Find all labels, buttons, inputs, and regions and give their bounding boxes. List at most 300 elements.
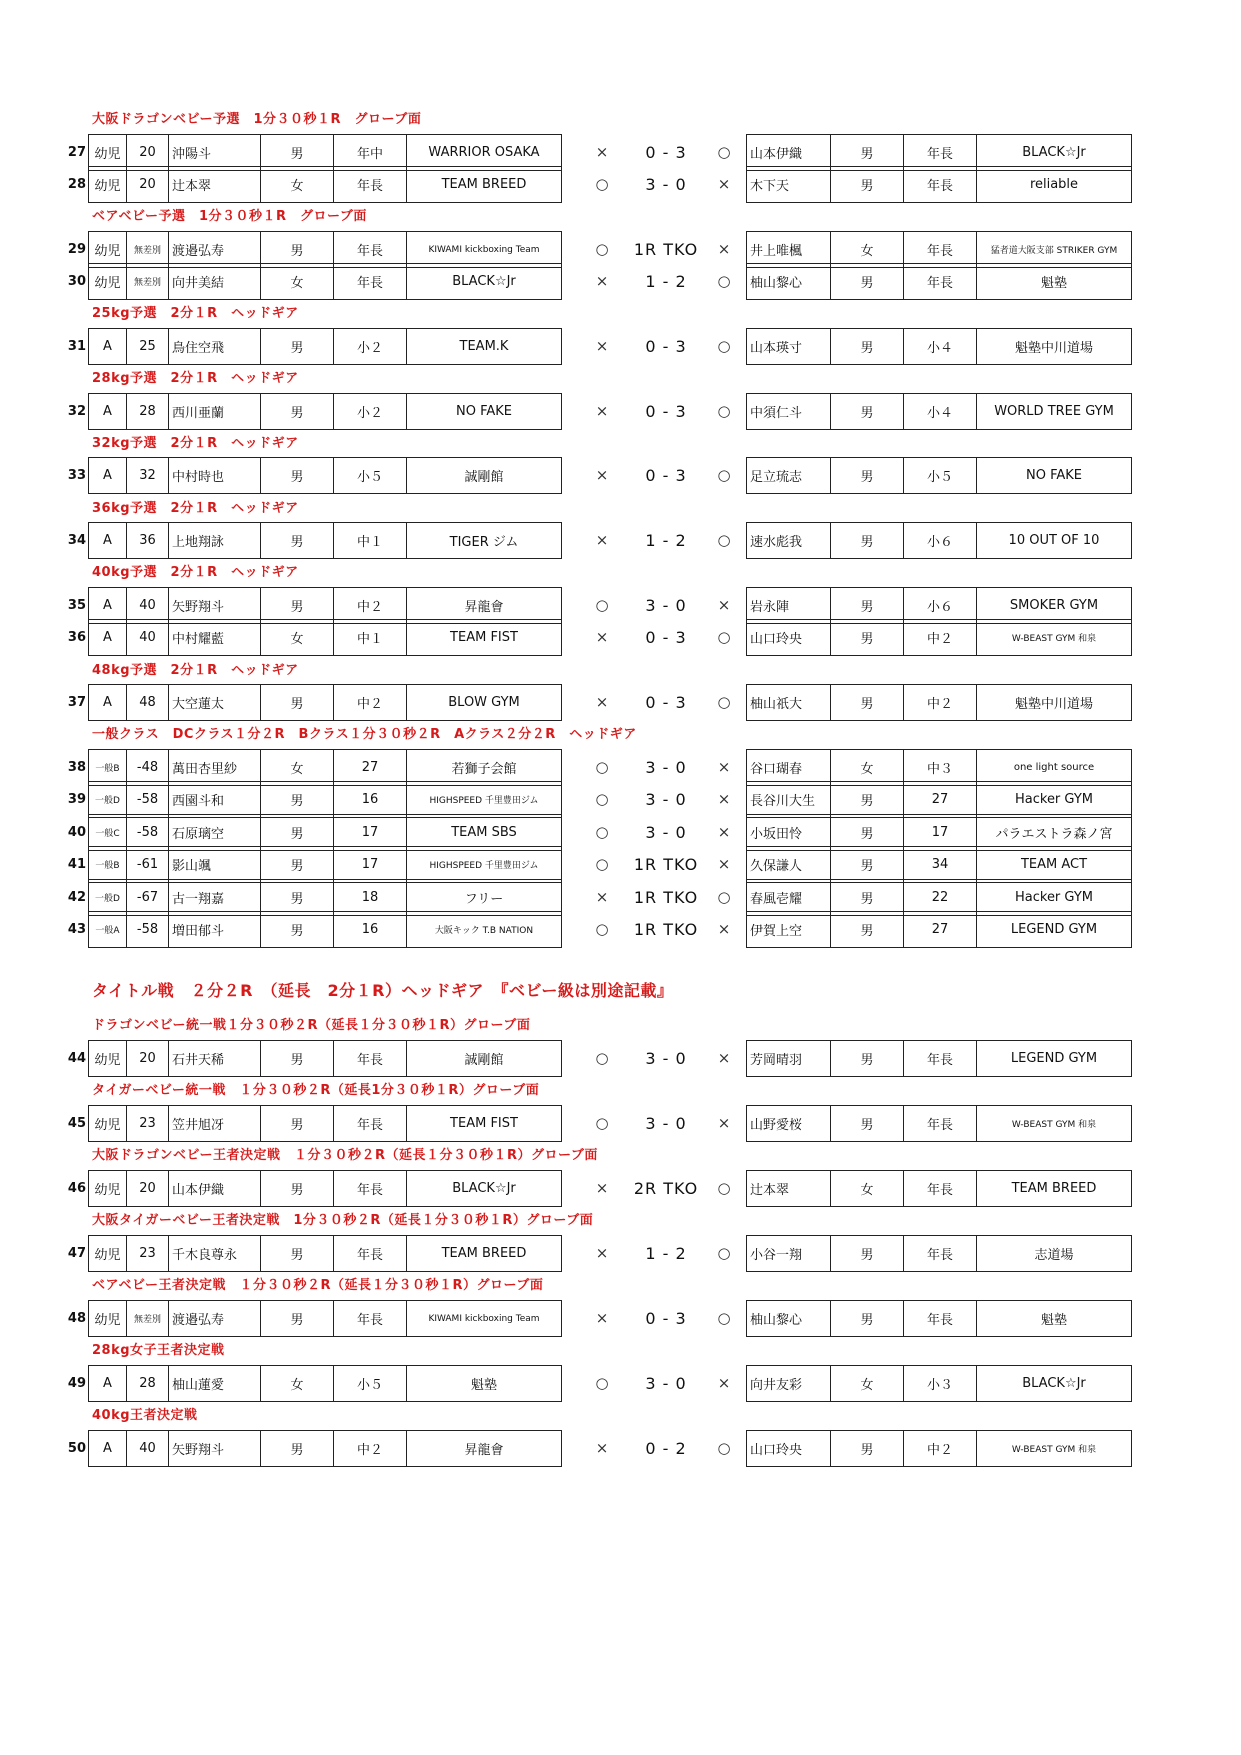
fighter-name: 足立琉志 (747, 458, 831, 494)
team-cell: 昇龍會 (407, 588, 562, 624)
blue-result-mark: × (717, 1374, 731, 1392)
grade-cell: 年長 (334, 264, 407, 300)
blue-result-mark: ○ (717, 466, 731, 484)
team-cell: 魁塾 (977, 1301, 1132, 1337)
weight-cell: -67 (127, 880, 169, 916)
bout-number: 49 (67, 1376, 86, 1391)
bout-score: 1R TKO (633, 855, 699, 874)
class-cell: 幼児 (89, 232, 127, 268)
bout-score: 1 - 2 (645, 272, 687, 291)
bout-score: 3 - 0 (645, 1374, 687, 1393)
gender-cell: 男 (261, 1236, 334, 1272)
blue-result-mark: ○ (717, 1244, 731, 1262)
blue-corner-table (746, 1170, 1132, 1207)
team-cell: 若獅子会館 (407, 750, 562, 786)
weight-cell: -48 (127, 750, 169, 786)
gender-cell: 男 (831, 394, 904, 430)
red-corner-table (88, 619, 562, 656)
team-cell: パラエストラ森ノ宮 (977, 815, 1132, 851)
bout-row (66, 781, 1152, 818)
bout-score: 0 - 3 (645, 402, 687, 421)
blue-result-mark: ○ (717, 693, 731, 711)
gender-cell: 男 (261, 588, 334, 624)
class-cell: A (89, 458, 127, 494)
bout-score: 3 - 0 (645, 758, 687, 777)
red-result-mark: × (595, 531, 609, 549)
class-cell: 幼児 (89, 1041, 127, 1077)
grade-cell: 年長 (334, 232, 407, 268)
bout-number: 36 (67, 630, 86, 645)
grade-cell: 小５ (334, 458, 407, 494)
gender-cell: 女 (831, 750, 904, 786)
bout-row (66, 619, 1152, 656)
gender-cell: 男 (831, 523, 904, 559)
bout-score: 1R TKO (633, 888, 699, 907)
fighter-name: 辻本翠 (169, 167, 261, 203)
bout-score: 1R TKO (633, 920, 699, 939)
bout-number: 42 (67, 890, 86, 905)
grade-cell: 年長 (904, 1106, 977, 1142)
team-cell: W-BEAST GYM 和泉 (977, 1431, 1132, 1467)
grade-cell: 年長 (904, 1171, 977, 1207)
team-cell: 大阪キック T.B NATION (407, 912, 562, 948)
team-cell: Hacker GYM (977, 782, 1132, 818)
bout-number: 47 (67, 1246, 86, 1261)
bout-score: 3 - 0 (645, 1049, 687, 1068)
team-cell: TEAM BREED (407, 1236, 562, 1272)
blue-corner-table (746, 781, 1132, 818)
team-cell: W-BEAST GYM 和泉 (977, 1106, 1132, 1142)
grade-cell: 年長 (904, 264, 977, 300)
blue-result-mark: ○ (717, 1179, 731, 1197)
team-cell: HIGHSPEED 千里豊田ジム (407, 847, 562, 883)
fighter-name: 上地翔詠 (169, 523, 261, 559)
blue-corner-table (746, 846, 1132, 883)
weight-cell: 40 (127, 620, 169, 656)
fighter-name: 中村耀藍 (169, 620, 261, 656)
gender-cell: 女 (831, 232, 904, 268)
bout-number: 40 (67, 825, 86, 840)
grade-cell: 小３ (904, 1366, 977, 1402)
blue-result-mark: ○ (717, 1309, 731, 1327)
red-result-mark: × (595, 628, 609, 646)
blue-corner-table (746, 1105, 1132, 1142)
gender-cell: 男 (831, 815, 904, 851)
bout-number: 27 (67, 145, 86, 160)
gender-cell: 男 (831, 880, 904, 916)
blue-corner-table (746, 684, 1132, 721)
gender-cell: 男 (831, 782, 904, 818)
bout-score: 3 - 0 (645, 823, 687, 842)
bout-number: 43 (67, 922, 86, 937)
gender-cell: 男 (261, 1301, 334, 1337)
gender-cell: 男 (261, 1041, 334, 1077)
red-corner-table (88, 911, 562, 948)
gender-cell: 男 (831, 588, 904, 624)
grade-cell: 年長 (904, 1041, 977, 1077)
red-result-mark: × (595, 143, 609, 161)
grade-cell: 27 (334, 750, 407, 786)
red-corner-table (88, 393, 562, 430)
bout-number: 38 (67, 760, 86, 775)
class-cell: 一般A (89, 912, 127, 948)
red-result-mark: ○ (595, 240, 609, 258)
bout-row (66, 1105, 1152, 1142)
gender-cell: 男 (261, 135, 334, 171)
red-result-mark: × (595, 1179, 609, 1197)
red-corner-table (88, 846, 562, 883)
team-cell: KIWAMI kickboxing Team (407, 1301, 562, 1337)
team-cell: フリー (407, 880, 562, 916)
blue-result-mark: ○ (717, 531, 731, 549)
grade-cell: 年長 (904, 1236, 977, 1272)
blue-corner-table (746, 522, 1132, 559)
blue-result-mark: × (717, 758, 731, 776)
fighter-name: 千木良尊永 (169, 1236, 261, 1272)
blue-result-mark: ○ (717, 402, 731, 420)
gender-cell: 男 (831, 1236, 904, 1272)
grade-cell: 中２ (904, 620, 977, 656)
fighter-name: 山本伊織 (169, 1171, 261, 1207)
bout-score: 0 - 3 (645, 337, 687, 356)
section-heading: 40kg予選 2分１R ヘッドギア (92, 565, 299, 580)
fighter-name: 増田郁斗 (169, 912, 261, 948)
gender-cell: 男 (831, 620, 904, 656)
grade-cell: 27 (904, 912, 977, 948)
fighter-name: 笠井旭冴 (169, 1106, 261, 1142)
fighter-name: 古一翔嘉 (169, 880, 261, 916)
team-cell: 猛者道大阪支部 STRIKER GYM (977, 232, 1132, 268)
red-corner-table (88, 1105, 562, 1142)
team-cell: one light source (977, 750, 1132, 786)
weight-cell: 20 (127, 1041, 169, 1077)
grade-cell: 年長 (334, 167, 407, 203)
grade-cell: 年長 (904, 1301, 977, 1337)
bout-row (66, 684, 1152, 721)
grade-cell: 17 (904, 815, 977, 851)
bout-number: 46 (67, 1181, 86, 1196)
weight-cell: 20 (127, 167, 169, 203)
blue-corner-table (746, 1040, 1132, 1077)
team-cell: 昇龍會 (407, 1431, 562, 1467)
blue-corner-table (746, 911, 1132, 948)
class-cell: 一般D (89, 880, 127, 916)
blue-corner-table (746, 457, 1132, 494)
red-result-mark: × (595, 272, 609, 290)
weight-cell: -58 (127, 782, 169, 818)
fighter-name: 久保謙人 (747, 847, 831, 883)
weight-cell: 無差別 (127, 232, 169, 268)
fighter-name: 木下天 (747, 167, 831, 203)
bout-number: 37 (67, 695, 86, 710)
class-cell: 幼児 (89, 264, 127, 300)
blue-result-mark: ○ (717, 888, 731, 906)
blue-result-mark: × (717, 790, 731, 808)
bout-number: 45 (67, 1116, 86, 1131)
red-result-mark: ○ (595, 758, 609, 776)
weight-cell: 25 (127, 329, 169, 365)
class-cell: 幼児 (89, 1236, 127, 1272)
weight-cell: 32 (127, 458, 169, 494)
bout-row (66, 166, 1152, 203)
team-cell: 10 OUT OF 10 (977, 523, 1132, 559)
grade-cell: 16 (334, 912, 407, 948)
blue-result-mark: × (717, 240, 731, 258)
bout-row (66, 328, 1152, 365)
bout-score: 3 - 0 (645, 1114, 687, 1133)
team-cell: W-BEAST GYM 和泉 (977, 620, 1132, 656)
gender-cell: 男 (261, 847, 334, 883)
weight-cell: 36 (127, 523, 169, 559)
gender-cell: 男 (261, 815, 334, 851)
class-cell: A (89, 523, 127, 559)
class-cell: A (89, 1431, 127, 1467)
fighter-name: 岩永陣 (747, 588, 831, 624)
grade-cell: 16 (334, 782, 407, 818)
team-cell: reliable (977, 167, 1132, 203)
team-cell: BLACK☆Jr (977, 135, 1132, 171)
fighter-name: 鳥住空飛 (169, 329, 261, 365)
section-heading: 48kg予選 2分１R ヘッドギア (92, 663, 299, 678)
team-cell: LEGEND GYM (977, 912, 1132, 948)
team-cell: 魁塾中川道場 (977, 329, 1132, 365)
weight-cell: -58 (127, 815, 169, 851)
gender-cell: 男 (261, 329, 334, 365)
section-heading: 40kg王者決定戦 (92, 1408, 198, 1423)
section-heading: 大阪タイガーベビー王者決定戦 1分３０秒２R（延長１分３０秒１R）グローブ面 (92, 1213, 594, 1228)
grade-cell: 中２ (904, 685, 977, 721)
gender-cell: 男 (831, 329, 904, 365)
gender-cell: 女 (261, 1366, 334, 1402)
fighter-name: 辻本翠 (747, 1171, 831, 1207)
class-cell: A (89, 620, 127, 656)
team-cell: TIGER ジム (407, 523, 562, 559)
red-result-mark: × (595, 888, 609, 906)
fighter-name: 中須仁斗 (747, 394, 831, 430)
bout-score: 0 - 3 (645, 693, 687, 712)
fighter-name: 井上唯楓 (747, 232, 831, 268)
bout-row (66, 1235, 1152, 1272)
class-cell: 一般B (89, 750, 127, 786)
bout-number: 34 (67, 533, 86, 548)
gender-cell: 男 (831, 264, 904, 300)
gender-cell: 男 (831, 1431, 904, 1467)
gender-cell: 男 (831, 847, 904, 883)
team-cell: TEAM FIST (407, 1106, 562, 1142)
class-cell: A (89, 394, 127, 430)
fighter-name: 山口玲央 (747, 620, 831, 656)
team-cell: 志道場 (977, 1236, 1132, 1272)
grade-cell: 小５ (904, 458, 977, 494)
red-corner-table (88, 457, 562, 494)
blue-corner-table (746, 166, 1132, 203)
gender-cell: 女 (261, 264, 334, 300)
blue-corner-table (746, 619, 1132, 656)
grade-cell: 年中 (334, 135, 407, 171)
blue-result-mark: × (717, 1049, 731, 1067)
bout-number: 35 (67, 598, 86, 613)
section-heading: 36kg予選 2分１R ヘッドギア (92, 501, 299, 516)
grade-cell: 中２ (334, 685, 407, 721)
bout-score: 1 - 2 (645, 531, 687, 550)
red-result-mark: × (595, 402, 609, 420)
blue-corner-table (746, 263, 1132, 300)
class-cell: A (89, 685, 127, 721)
grade-cell: 小６ (904, 588, 977, 624)
class-cell: 一般C (89, 815, 127, 851)
bout-row (66, 263, 1152, 300)
blue-result-mark: ○ (717, 143, 731, 161)
bout-number: 48 (67, 1311, 86, 1326)
grade-cell: 年長 (334, 1171, 407, 1207)
section-heading: 28kg予選 2分１R ヘッドギア (92, 371, 299, 386)
fighter-name: 山本伊織 (747, 135, 831, 171)
section-heading: 一般クラス DCクラス１分２R Bクラス１分３０秒２R Aクラス２分２R ヘッドギア (92, 727, 637, 742)
fighter-name: 渡邉弘寿 (169, 1301, 261, 1337)
weight-cell: 無差別 (127, 1301, 169, 1337)
grade-cell: 27 (904, 782, 977, 818)
bout-score: 1R TKO (633, 240, 699, 259)
gender-cell: 男 (261, 912, 334, 948)
grade-cell: 中２ (904, 1431, 977, 1467)
grade-cell: 中１ (334, 523, 407, 559)
blue-corner-table (746, 1235, 1132, 1272)
red-corner-table (88, 166, 562, 203)
class-cell: 一般B (89, 847, 127, 883)
bout-row (66, 457, 1152, 494)
weight-cell: 28 (127, 1366, 169, 1402)
weight-cell: 23 (127, 1106, 169, 1142)
bout-number: 31 (67, 339, 86, 354)
grade-cell: 34 (904, 847, 977, 883)
blue-result-mark: × (717, 823, 731, 841)
section-heading: ベアベビー予選 1分３０秒１R グローブ面 (92, 209, 367, 224)
bout-row (66, 393, 1152, 430)
red-result-mark: ○ (595, 596, 609, 614)
red-corner-table (88, 263, 562, 300)
fighter-name: 矢野翔斗 (169, 1431, 261, 1467)
red-corner-table (88, 1430, 562, 1467)
red-corner-table (88, 684, 562, 721)
team-cell: Hacker GYM (977, 880, 1132, 916)
bout-score: 0 - 3 (645, 1309, 687, 1328)
grade-cell: 年長 (334, 1236, 407, 1272)
fighter-name: 萬田杏里紗 (169, 750, 261, 786)
gender-cell: 女 (261, 750, 334, 786)
fighter-name: 大空蓮太 (169, 685, 261, 721)
class-cell: 幼児 (89, 135, 127, 171)
weight-cell: 20 (127, 135, 169, 171)
red-corner-table (88, 328, 562, 365)
fighter-name: 中村時也 (169, 458, 261, 494)
team-cell: TEAM BREED (407, 167, 562, 203)
gender-cell: 男 (261, 1431, 334, 1467)
team-cell: WARRIOR OSAKA (407, 135, 562, 171)
team-cell: HIGHSPEED 千里豊田ジム (407, 782, 562, 818)
fighter-name: 柚山黎心 (747, 1301, 831, 1337)
weight-cell: 無差別 (127, 264, 169, 300)
fighter-name: 芳岡晴羽 (747, 1041, 831, 1077)
team-cell: BLACK☆Jr (407, 1171, 562, 1207)
class-cell: A (89, 588, 127, 624)
bout-row (66, 1300, 1152, 1337)
weight-cell: -58 (127, 912, 169, 948)
fighter-name: 柚山蓮愛 (169, 1366, 261, 1402)
bout-row (66, 911, 1152, 948)
fighter-name: 速水彪我 (747, 523, 831, 559)
red-corner-table (88, 1040, 562, 1077)
fighter-name: 谷口瑚春 (747, 750, 831, 786)
fighter-name: 向井友彩 (747, 1366, 831, 1402)
fighter-name: 石原璃空 (169, 815, 261, 851)
team-cell: TEAM ACT (977, 847, 1132, 883)
red-result-mark: × (595, 337, 609, 355)
fighter-name: 向井美結 (169, 264, 261, 300)
blue-result-mark: ○ (717, 337, 731, 355)
red-result-mark: × (595, 1244, 609, 1262)
team-cell: SMOKER GYM (977, 588, 1132, 624)
red-result-mark: × (595, 1439, 609, 1457)
red-corner-table (88, 1300, 562, 1337)
fighter-name: 小谷一翔 (747, 1236, 831, 1272)
gender-cell: 男 (261, 1106, 334, 1142)
red-result-mark: ○ (595, 855, 609, 873)
grade-cell: 中３ (904, 750, 977, 786)
weight-cell: 28 (127, 394, 169, 430)
fighter-name: 沖陽斗 (169, 135, 261, 171)
team-cell: 魁塾 (407, 1366, 562, 1402)
red-corner-table (88, 1235, 562, 1272)
gender-cell: 男 (831, 685, 904, 721)
section-heading: ベアベビー王者決定戦 １分３０秒２R（延長１分３０秒１R）グローブ面 (92, 1278, 544, 1293)
bout-score: 0 - 2 (645, 1439, 687, 1458)
fighter-name: 伊賀上空 (747, 912, 831, 948)
gender-cell: 女 (831, 1171, 904, 1207)
red-corner-table (88, 1170, 562, 1207)
red-result-mark: × (595, 466, 609, 484)
gender-cell: 男 (261, 880, 334, 916)
grade-cell: 22 (904, 880, 977, 916)
blue-result-mark: ○ (717, 272, 731, 290)
bout-score: 3 - 0 (645, 790, 687, 809)
bout-number: 30 (67, 274, 86, 289)
bout-number: 32 (67, 404, 86, 419)
blue-result-mark: × (717, 1114, 731, 1132)
team-cell: LEGEND GYM (977, 1041, 1132, 1077)
blue-corner-table (746, 328, 1132, 365)
red-corner-table (88, 522, 562, 559)
team-cell: TEAM SBS (407, 815, 562, 851)
class-cell: 一般D (89, 782, 127, 818)
red-result-mark: ○ (595, 1374, 609, 1392)
bout-number: 39 (67, 792, 86, 807)
blue-corner-table (746, 1430, 1132, 1467)
gender-cell: 女 (261, 167, 334, 203)
bout-score: 3 - 0 (645, 175, 687, 194)
bout-score: 0 - 3 (645, 628, 687, 647)
class-cell: 幼児 (89, 167, 127, 203)
weight-cell: 40 (127, 588, 169, 624)
fighter-name: 矢野翔斗 (169, 588, 261, 624)
bout-row (66, 1365, 1152, 1402)
section-heading: 25kg予選 2分１R ヘッドギア (92, 306, 299, 321)
section-heading: タイガーベビー統一戦 １分３０秒２R（延長1分３０秒１R）グローブ面 (92, 1083, 540, 1098)
red-result-mark: ○ (595, 920, 609, 938)
weight-cell: -61 (127, 847, 169, 883)
bout-number: 50 (67, 1441, 86, 1456)
fighter-name: 山本瑛寸 (747, 329, 831, 365)
red-corner-table (88, 1365, 562, 1402)
